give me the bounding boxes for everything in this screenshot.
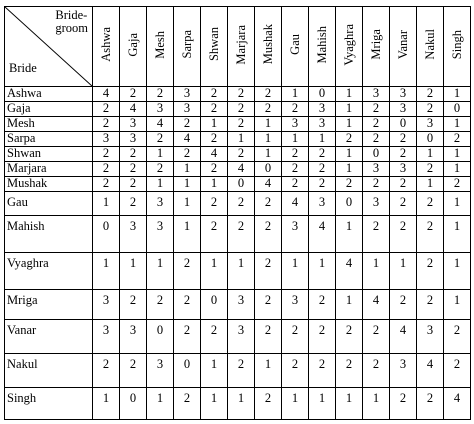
score-cell: 2 <box>282 147 309 162</box>
score-cell: 2 <box>147 290 174 320</box>
score-cell: 3 <box>174 102 201 117</box>
score-cell: 0 <box>228 177 255 192</box>
column-header-mriga <box>363 7 390 87</box>
column-header-ashwa <box>93 7 120 87</box>
score-cell: 1 <box>201 354 228 388</box>
column-header-mushak <box>255 7 282 87</box>
score-cell: 1 <box>147 177 174 192</box>
score-cell: 0 <box>309 87 336 102</box>
column-header-label: Ashwa <box>98 27 113 62</box>
score-cell: 3 <box>363 87 390 102</box>
score-cell: 2 <box>282 102 309 117</box>
score-cell: 2 <box>201 192 228 216</box>
table-row <box>5 354 471 388</box>
score-cell: 2 <box>147 162 174 177</box>
score-cell: 2 <box>228 87 255 102</box>
score-cell: 2 <box>336 132 363 147</box>
column-header-label: Sarpa <box>179 30 194 59</box>
score-cell: 1 <box>174 162 201 177</box>
score-cell: 2 <box>336 354 363 388</box>
score-cell: 2 <box>147 87 174 102</box>
score-cell: 1 <box>228 253 255 290</box>
score-cell: 2 <box>174 320 201 354</box>
row-header-marjara: Marjara <box>5 162 93 177</box>
score-cell: 4 <box>93 87 120 102</box>
column-header-label: Gau <box>287 34 302 55</box>
row-header-mahish: Mahish <box>5 216 93 253</box>
score-cell: 1 <box>147 253 174 290</box>
column-header-label: Mriga <box>368 29 383 60</box>
score-cell: 1 <box>255 132 282 147</box>
row-header-shwan: Shwan <box>5 147 93 162</box>
score-cell: 2 <box>390 216 417 253</box>
score-cell: 4 <box>255 177 282 192</box>
score-cell: 2 <box>444 320 471 354</box>
score-cell: 2 <box>255 320 282 354</box>
score-cell: 1 <box>444 147 471 162</box>
score-cell: 3 <box>147 216 174 253</box>
score-cell: 4 <box>336 253 363 290</box>
score-cell: 3 <box>309 117 336 132</box>
score-cell: 1 <box>147 388 174 420</box>
score-cell: 1 <box>336 290 363 320</box>
table-row <box>5 290 471 320</box>
row-header-mesh: Mesh <box>5 117 93 132</box>
score-cell: 4 <box>444 388 471 420</box>
score-cell: 4 <box>120 102 147 117</box>
score-cell: 1 <box>120 253 147 290</box>
score-cell: 1 <box>174 216 201 253</box>
score-cell: 1 <box>282 132 309 147</box>
score-cell: 4 <box>282 192 309 216</box>
score-cell: 4 <box>174 132 201 147</box>
score-cell: 1 <box>444 162 471 177</box>
score-cell: 2 <box>201 162 228 177</box>
score-cell: 2 <box>201 102 228 117</box>
score-cell: 2 <box>336 177 363 192</box>
row-header-sarpa: Sarpa <box>5 132 93 147</box>
score-cell: 1 <box>444 87 471 102</box>
score-cell: 2 <box>255 87 282 102</box>
score-cell: 2 <box>417 162 444 177</box>
score-cell: 2 <box>93 147 120 162</box>
column-header-mesh <box>147 7 174 87</box>
score-cell: 2 <box>390 132 417 147</box>
score-cell: 1 <box>93 388 120 420</box>
score-cell: 2 <box>93 354 120 388</box>
table-row <box>5 388 471 420</box>
score-cell: 3 <box>120 132 147 147</box>
column-header-mahish <box>309 7 336 87</box>
score-cell: 2 <box>390 192 417 216</box>
score-cell: 2 <box>174 117 201 132</box>
column-header-label: Singh <box>449 29 464 60</box>
column-header-shwan <box>201 7 228 87</box>
score-cell: 1 <box>282 253 309 290</box>
row-header-mushak: Mushak <box>5 177 93 192</box>
table-row <box>5 192 471 216</box>
score-cell: 2 <box>282 162 309 177</box>
score-cell: 4 <box>309 216 336 253</box>
score-cell: 2 <box>120 147 147 162</box>
score-cell: 1 <box>417 147 444 162</box>
score-cell: 3 <box>147 102 174 117</box>
score-cell: 1 <box>201 177 228 192</box>
score-cell: 3 <box>390 87 417 102</box>
score-cell: 3 <box>363 192 390 216</box>
table-row <box>5 320 471 354</box>
score-cell: 1 <box>363 388 390 420</box>
groom-label <box>55 9 88 35</box>
score-cell: 1 <box>282 87 309 102</box>
score-cell: 1 <box>417 177 444 192</box>
column-header-label: Mushak <box>260 24 275 65</box>
score-cell: 3 <box>282 216 309 253</box>
score-cell: 2 <box>255 192 282 216</box>
score-cell: 0 <box>255 162 282 177</box>
score-cell: 2 <box>417 216 444 253</box>
column-header-vanar <box>390 7 417 87</box>
score-cell: 1 <box>228 388 255 420</box>
score-cell: 1 <box>255 117 282 132</box>
score-cell: 4 <box>228 162 255 177</box>
score-cell: 2 <box>444 177 471 192</box>
score-cell: 2 <box>363 117 390 132</box>
score-cell: 2 <box>417 290 444 320</box>
score-cell: 2 <box>363 102 390 117</box>
score-cell: 2 <box>120 177 147 192</box>
table-row <box>5 253 471 290</box>
score-cell: 2 <box>228 147 255 162</box>
score-cell: 2 <box>255 216 282 253</box>
score-cell: 2 <box>228 192 255 216</box>
column-header-label: Nakul <box>422 29 437 60</box>
score-cell: 1 <box>336 388 363 420</box>
score-cell: 2 <box>444 132 471 147</box>
score-cell: 2 <box>255 102 282 117</box>
score-cell: 4 <box>390 320 417 354</box>
score-cell: 2 <box>147 132 174 147</box>
column-header-gau <box>282 7 309 87</box>
score-cell: 2 <box>93 117 120 132</box>
score-cell: 1 <box>444 253 471 290</box>
score-cell: 2 <box>228 102 255 117</box>
table-row <box>5 162 471 177</box>
score-cell: 2 <box>336 320 363 354</box>
compatibility-table <box>4 6 471 420</box>
score-cell: 3 <box>147 354 174 388</box>
score-cell: 2 <box>120 162 147 177</box>
score-cell: 3 <box>282 290 309 320</box>
table-row <box>5 147 471 162</box>
score-cell: 0 <box>363 147 390 162</box>
score-cell: 2 <box>120 192 147 216</box>
score-cell: 1 <box>309 253 336 290</box>
score-cell: 1 <box>363 253 390 290</box>
score-cell: 1 <box>228 132 255 147</box>
score-cell: 2 <box>390 388 417 420</box>
score-cell: 2 <box>93 162 120 177</box>
score-cell: 1 <box>336 162 363 177</box>
score-cell: 2 <box>93 177 120 192</box>
corner-header-cell <box>5 7 93 87</box>
row-header-nakul: Nakul <box>5 354 93 388</box>
score-cell: 2 <box>309 177 336 192</box>
score-cell: 3 <box>390 354 417 388</box>
score-cell: 0 <box>417 132 444 147</box>
score-cell: 2 <box>201 87 228 102</box>
score-cell: 2 <box>363 354 390 388</box>
score-cell: 0 <box>201 290 228 320</box>
score-cell: 2 <box>363 216 390 253</box>
score-cell: 2 <box>363 320 390 354</box>
score-cell: 2 <box>120 354 147 388</box>
score-cell: 1 <box>174 192 201 216</box>
score-cell: 1 <box>255 147 282 162</box>
score-cell: 2 <box>120 87 147 102</box>
score-cell: 2 <box>228 354 255 388</box>
score-cell: 2 <box>309 290 336 320</box>
score-cell: 0 <box>93 216 120 253</box>
column-header-label: Mahish <box>314 25 329 64</box>
row-header-vanar: Vanar <box>5 320 93 354</box>
score-cell: 1 <box>444 290 471 320</box>
score-cell: 3 <box>93 320 120 354</box>
score-cell: 4 <box>201 147 228 162</box>
groom-label-line1: Bride- <box>55 8 88 22</box>
score-cell: 3 <box>147 192 174 216</box>
score-cell: 1 <box>390 253 417 290</box>
column-header-marjara <box>228 7 255 87</box>
table-row <box>5 87 471 102</box>
score-cell: 2 <box>390 290 417 320</box>
row-header-vyaghra: Vyaghra <box>5 253 93 290</box>
score-cell: 2 <box>417 87 444 102</box>
score-cell: 2 <box>174 290 201 320</box>
score-cell: 3 <box>120 320 147 354</box>
score-cell: 2 <box>93 102 120 117</box>
row-header-mriga: Mriga <box>5 290 93 320</box>
column-header-label: Vyaghra <box>341 23 356 66</box>
score-cell: 2 <box>201 216 228 253</box>
column-header-singh <box>444 7 471 87</box>
score-cell: 4 <box>417 354 444 388</box>
score-cell: 3 <box>417 117 444 132</box>
column-header-sarpa <box>174 7 201 87</box>
column-header-label: Mesh <box>152 30 167 59</box>
score-cell: 1 <box>282 388 309 420</box>
score-cell: 2 <box>282 177 309 192</box>
score-cell: 0 <box>174 354 201 388</box>
column-header-label: Shwan <box>206 27 221 62</box>
score-cell: 0 <box>444 102 471 117</box>
score-cell: 1 <box>93 253 120 290</box>
table-row <box>5 132 471 147</box>
column-header-label: Vanar <box>395 29 410 60</box>
row-header-singh: Singh <box>5 388 93 420</box>
score-cell: 2 <box>201 132 228 147</box>
table-row <box>5 177 471 192</box>
score-cell: 2 <box>255 388 282 420</box>
row-header-gaja: Gaja <box>5 102 93 117</box>
table-row <box>5 216 471 253</box>
score-cell: 0 <box>147 320 174 354</box>
score-cell: 3 <box>228 290 255 320</box>
groom-label-line2: groom <box>55 21 88 35</box>
table-row <box>5 102 471 117</box>
table-row <box>5 117 471 132</box>
column-header-vyaghra <box>336 7 363 87</box>
score-cell: 2 <box>255 290 282 320</box>
bride-label: Bride <box>9 61 37 75</box>
score-cell: 1 <box>444 216 471 253</box>
score-cell: 1 <box>336 147 363 162</box>
score-cell: 3 <box>417 320 444 354</box>
score-cell: 2 <box>390 147 417 162</box>
row-header-gau: Gau <box>5 192 93 216</box>
score-cell: 1 <box>147 147 174 162</box>
score-cell: 2 <box>363 132 390 147</box>
header-row <box>5 7 471 87</box>
score-cell: 2 <box>390 177 417 192</box>
score-cell: 3 <box>363 162 390 177</box>
score-cell: 3 <box>120 117 147 132</box>
score-cell: 1 <box>201 388 228 420</box>
score-cell: 2 <box>444 354 471 388</box>
row-header-ashwa: Ashwa <box>5 87 93 102</box>
score-cell: 2 <box>417 192 444 216</box>
score-cell: 1 <box>309 132 336 147</box>
score-cell: 2 <box>201 320 228 354</box>
score-cell: 2 <box>282 354 309 388</box>
score-cell: 2 <box>417 388 444 420</box>
column-header-label: Gaja <box>125 32 140 57</box>
score-cell: 3 <box>228 320 255 354</box>
score-cell: 3 <box>174 87 201 102</box>
score-cell: 2 <box>120 290 147 320</box>
score-cell: 3 <box>390 102 417 117</box>
score-cell: 2 <box>228 117 255 132</box>
score-cell: 2 <box>417 102 444 117</box>
score-cell: 1 <box>336 102 363 117</box>
score-cell: 3 <box>309 192 336 216</box>
score-cell: 2 <box>309 354 336 388</box>
score-cell: 1 <box>444 117 471 132</box>
column-header-gaja <box>120 7 147 87</box>
score-cell: 0 <box>390 117 417 132</box>
score-cell: 2 <box>417 253 444 290</box>
score-cell: 1 <box>336 87 363 102</box>
score-cell: 2 <box>174 253 201 290</box>
score-cell: 3 <box>93 132 120 147</box>
score-cell: 3 <box>282 117 309 132</box>
score-cell: 3 <box>120 216 147 253</box>
score-cell: 2 <box>255 253 282 290</box>
score-cell: 2 <box>282 320 309 354</box>
score-cell: 2 <box>309 162 336 177</box>
score-cell: 1 <box>309 388 336 420</box>
score-cell: 2 <box>174 388 201 420</box>
column-header-label: Marjara <box>233 24 248 65</box>
score-cell: 1 <box>255 354 282 388</box>
score-cell: 1 <box>444 192 471 216</box>
score-cell: 3 <box>93 290 120 320</box>
score-cell: 3 <box>309 102 336 117</box>
score-cell: 2 <box>174 147 201 162</box>
score-cell: 1 <box>336 117 363 132</box>
score-cell: 3 <box>390 162 417 177</box>
column-header-nakul <box>417 7 444 87</box>
score-cell: 1 <box>201 117 228 132</box>
score-cell: 4 <box>147 117 174 132</box>
score-cell: 4 <box>363 290 390 320</box>
score-cell: 2 <box>228 216 255 253</box>
score-cell: 1 <box>174 177 201 192</box>
score-cell: 0 <box>120 388 147 420</box>
score-cell: 1 <box>201 253 228 290</box>
score-cell: 1 <box>93 192 120 216</box>
score-cell: 2 <box>309 147 336 162</box>
score-cell: 1 <box>336 216 363 253</box>
score-cell: 0 <box>336 192 363 216</box>
score-cell: 2 <box>363 177 390 192</box>
score-cell: 2 <box>309 320 336 354</box>
